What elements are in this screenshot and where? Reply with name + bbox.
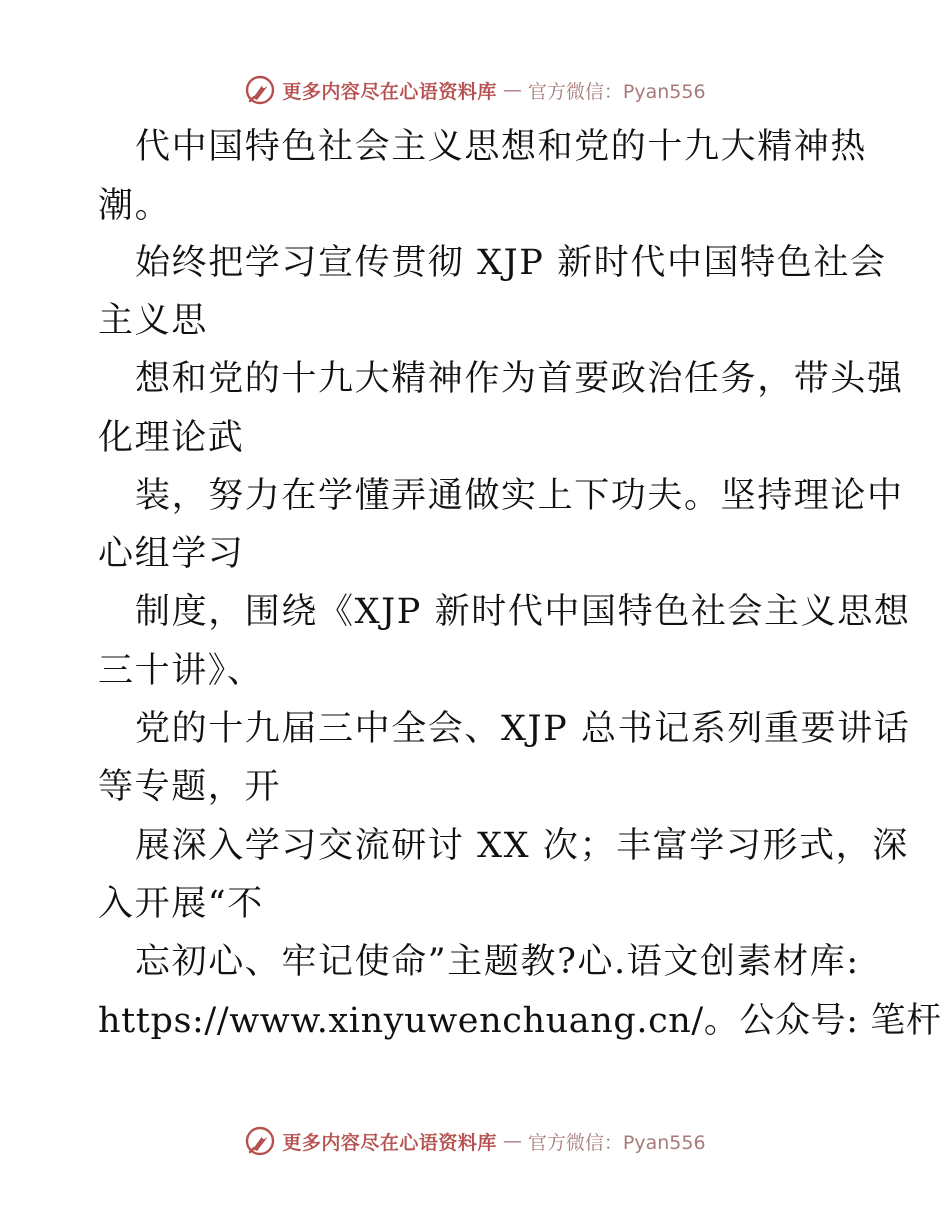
text-line: 展深入学习交流研讨 XX 次；丰富学习形式，深 bbox=[135, 826, 909, 866]
text-line: 主义思 bbox=[98, 301, 208, 341]
text-line: 三十讲》、 bbox=[98, 651, 264, 691]
pen-nib-logo-icon bbox=[244, 1125, 276, 1157]
text-line: 忘初心、牢记使命”主题教?心.语文创素材库: bbox=[135, 942, 860, 982]
banner-separator: — bbox=[502, 1130, 522, 1152]
banner-main-text: 更多内容尽在心语资料库 bbox=[282, 1131, 497, 1154]
text-line: 心组学习 bbox=[98, 534, 245, 574]
text-line: 潮。 bbox=[98, 186, 172, 226]
text-line: 制度，围绕《XJP 新时代中国特色社会主义思想 bbox=[135, 592, 911, 632]
text-line: 想和党的十九大精神作为首要政治任务，带头强 bbox=[135, 359, 904, 399]
banner-separator: — bbox=[502, 79, 522, 101]
banner-wechat-text: 官方微信：Pyan556 bbox=[527, 80, 706, 103]
banner-wechat-text: 官方微信：Pyan556 bbox=[527, 1131, 706, 1154]
text-line: 化理论武 bbox=[98, 418, 245, 458]
text-line: 入开展“不 bbox=[98, 884, 264, 924]
text-line: 代中国特色社会主义思想和党的十九大精神热 bbox=[135, 127, 868, 167]
text-line: 等专题，开 bbox=[98, 767, 282, 807]
banner-main-text: 更多内容尽在心语资料库 bbox=[282, 80, 497, 103]
text-line: 装，努力在学懂弄通做实上下功夫。坚持理论中 bbox=[135, 476, 904, 516]
footer-banner bbox=[0, 1121, 950, 1161]
text-line: https://www.xinyuwenchuang.cn/。公众号: 笔杆 bbox=[98, 1001, 942, 1041]
text-line: 始终把学习宣传贯彻 XJP 新时代中国特色社会 bbox=[135, 243, 887, 283]
text-line: 党的十九届三中全会、XJP 总书记系列重要讲话 bbox=[135, 709, 911, 749]
